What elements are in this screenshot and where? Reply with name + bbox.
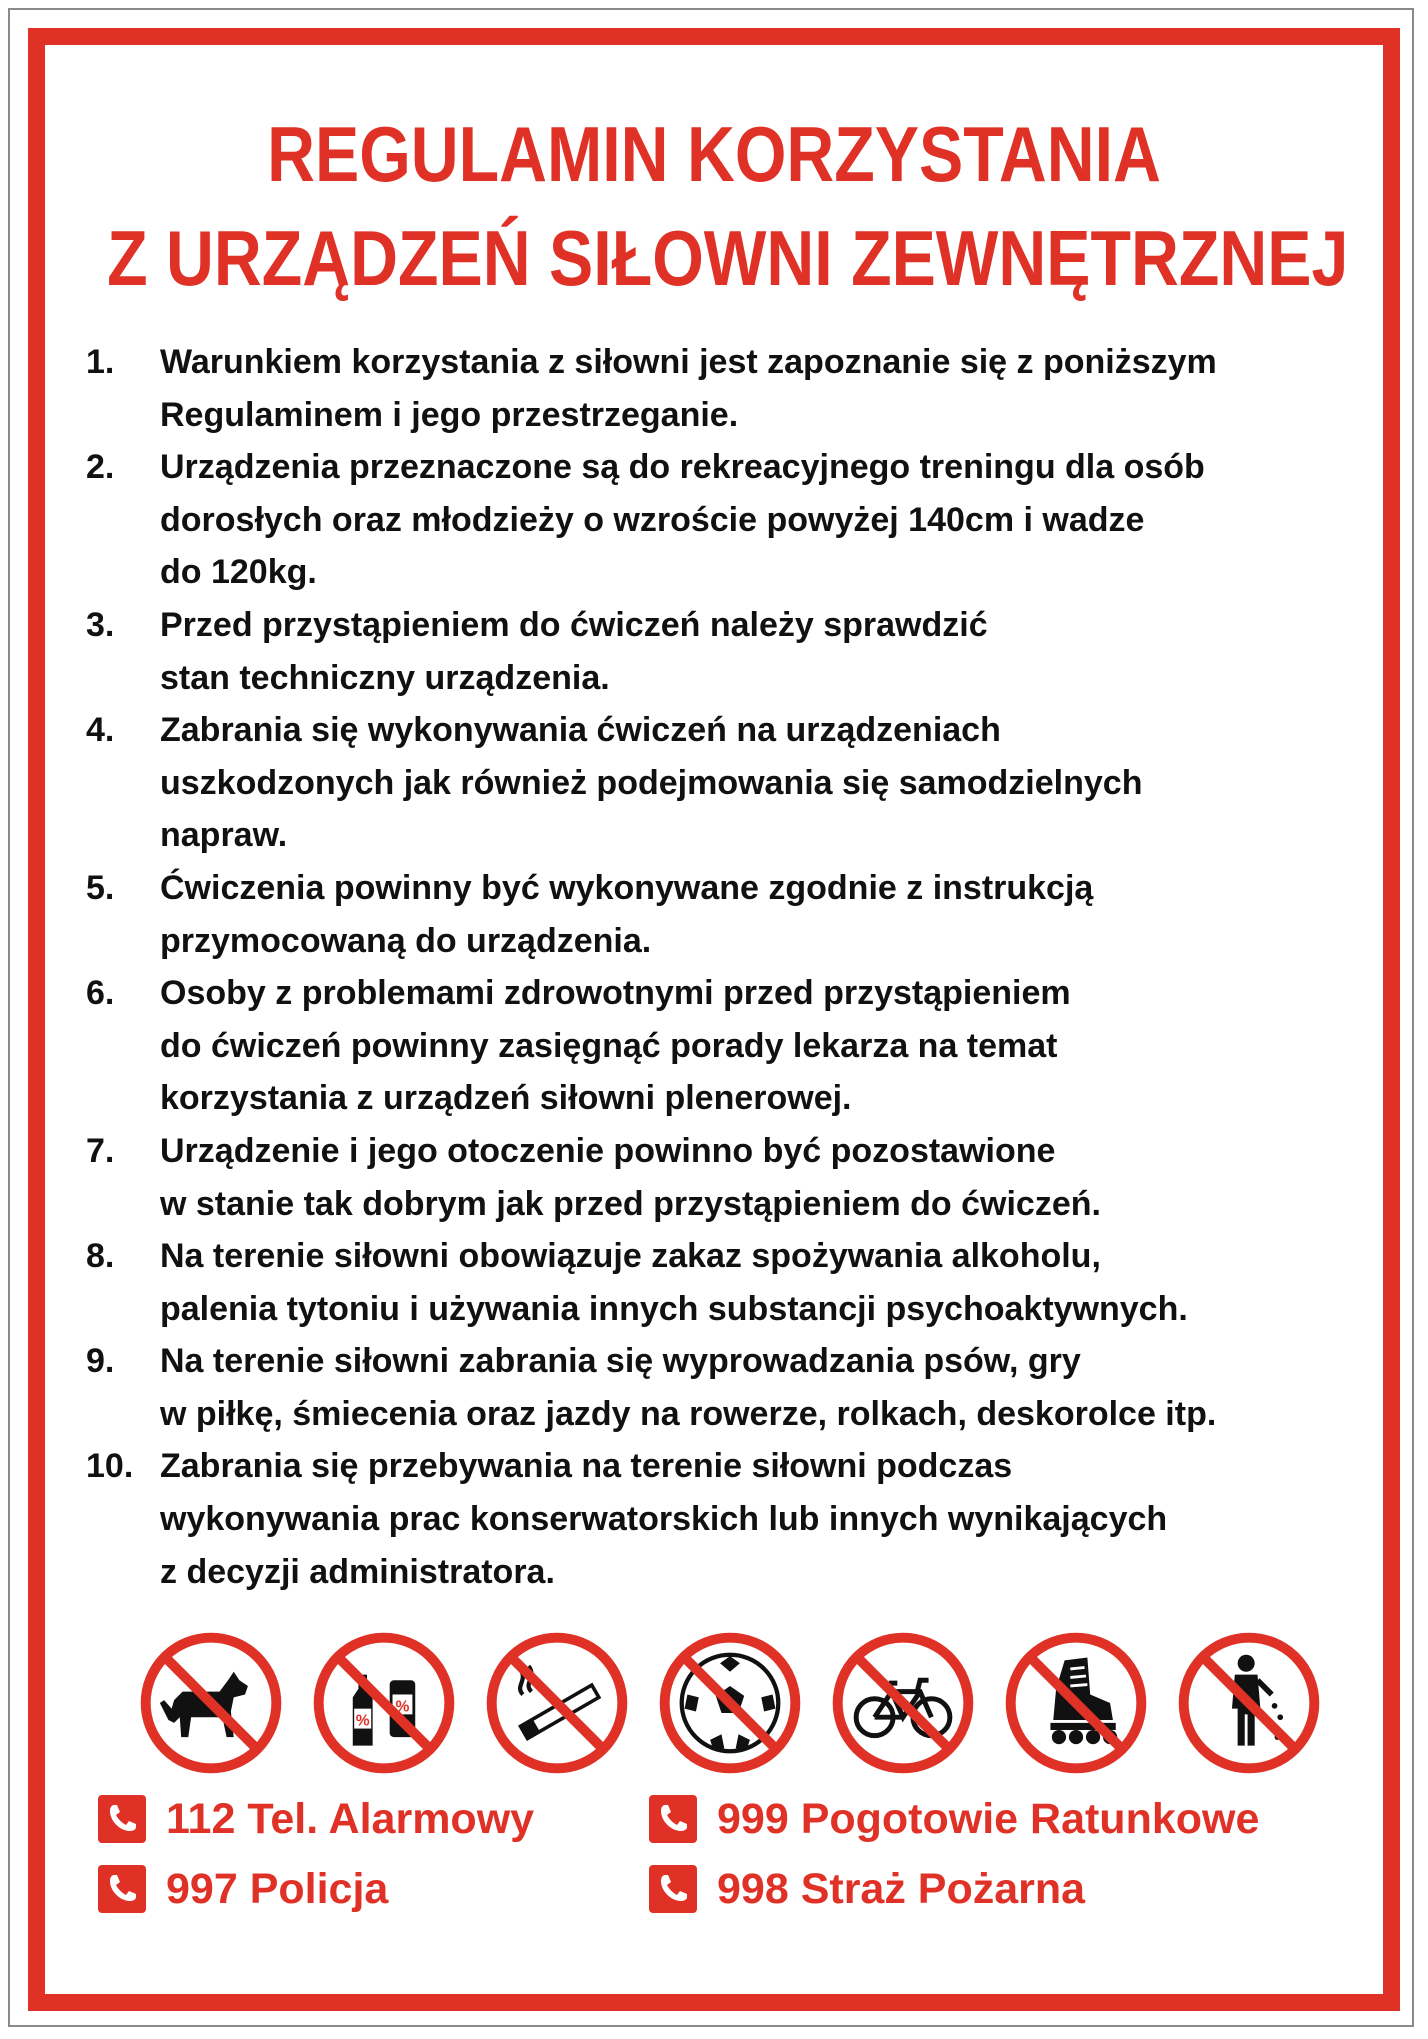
percent-glyph: % (395, 1698, 410, 1716)
rule-text: Zabrania się wykonywania ćwiczeń na urządzeniach uszkodzonych jak również podejmowania się samodzielnych napraw. (160, 711, 1143, 855)
rule-number: 1. (86, 343, 115, 381)
rule-number: 3. (86, 605, 115, 644)
rule-item (86, 1230, 1346, 1335)
no-smoking-icon (486, 1632, 628, 1774)
no-rollerblades-icon (1005, 1632, 1147, 1774)
phone-icon (98, 1795, 146, 1843)
no-alcohol-icon (313, 1632, 455, 1774)
phone-text: 997 Policja (166, 1865, 389, 1913)
rule-text: Urządzenie i jego otoczenie powinno być pozostawione w stanie tak dobrym jak przed przystąpieniem do ćwiczeń. (160, 1131, 1101, 1223)
rule-text: Osoby z problemami zdrowotnymi przed przystąpieniem do ćwiczeń powinny zasięgnąć porady lekarza na temat korzystania z urządzeń siłowni plenerowej. (160, 974, 1071, 1118)
rule-item (86, 967, 1346, 1125)
phone-text: 999 Pogotowie Ratunkowe (717, 1795, 1260, 1843)
no-ball-games-icon (659, 1632, 801, 1774)
emergency-numbers (98, 1790, 1328, 1920)
title-line-1: REGULAMIN KORZYSTANIA (267, 110, 1161, 198)
rule-text: Zabrania się przebywania na terenie siłowni podczas wykonywania prac konserwatorskich lub innych wynikających z decyzji administratora. (160, 1447, 1168, 1591)
emergency-number-999 (649, 1790, 1259, 1848)
phone-icon (649, 1795, 697, 1843)
emergency-number-997 (98, 1860, 388, 1918)
rule-number: 9. (86, 1342, 115, 1381)
phone-icon (98, 1865, 146, 1913)
prohibition-signs (140, 1632, 1320, 1774)
rule-number: 7. (86, 1131, 115, 1170)
no-bicycles-icon (832, 1632, 974, 1774)
no-dogs-icon (140, 1632, 282, 1774)
page-title (107, 102, 1349, 310)
rule-item (86, 441, 1346, 599)
phone-icon (649, 1865, 697, 1913)
rule-item (86, 599, 1346, 704)
title-line-2: Z URZĄDZEŃ SIŁOWNI ZEWNĘTRZNEJ (107, 214, 1349, 302)
rule-item (86, 862, 1346, 967)
rule-number: 8. (86, 1237, 115, 1276)
rule-text: Urządzenia przeznaczone są do rekreacyjnego treningu dla osób dorosłych oraz młodzieży o wzroście powyżej 140cm i wadze do 120kg. (160, 448, 1205, 592)
rule-number: 6. (86, 974, 115, 1013)
rule-item (86, 704, 1346, 862)
rule-number: 4. (86, 711, 115, 750)
rule-item (86, 1440, 1346, 1598)
rule-item (86, 1125, 1346, 1230)
emergency-number-998 (649, 1860, 1085, 1918)
rule-text: Na terenie siłowni zabrania się wyprowadzania psów, gry w piłkę, śmiecenia oraz jazdy na rowerze, rolkach, deskorolce itp. (160, 1342, 1217, 1433)
rule-number: 2. (86, 448, 115, 487)
rule-text: Przed przystąpieniem do ćwiczeń należy sprawdzić stan techniczny urządzenia. (160, 605, 988, 697)
rule-number: 5. (86, 868, 115, 907)
phone-text: 112 Tel. Alarmowy (166, 1795, 535, 1843)
phone-text: 998 Straż Pożarna (717, 1865, 1086, 1913)
rule-number: 10. (86, 1447, 134, 1486)
rules-list (86, 336, 1346, 1598)
rule-item (86, 1335, 1346, 1440)
no-littering-icon (1178, 1632, 1320, 1774)
emergency-number-112 (98, 1790, 534, 1848)
rule-text: Warunkiem korzystania z siłowni jest zapoznanie się z poniższym Regulaminem i jego przestrzeganie. (160, 343, 1217, 434)
rule-text: Ćwiczenia powinny być wykonywane zgodnie z instrukcją przymocowaną do urządzenia. (160, 868, 1094, 960)
percent-glyph: % (355, 1712, 370, 1730)
rule-text: Na terenie siłowni obowiązuje zakaz spożywania alkoholu, palenia tytoniu i używania innych substancji psychoaktywnych. (160, 1237, 1188, 1328)
rule-item (86, 336, 1346, 441)
